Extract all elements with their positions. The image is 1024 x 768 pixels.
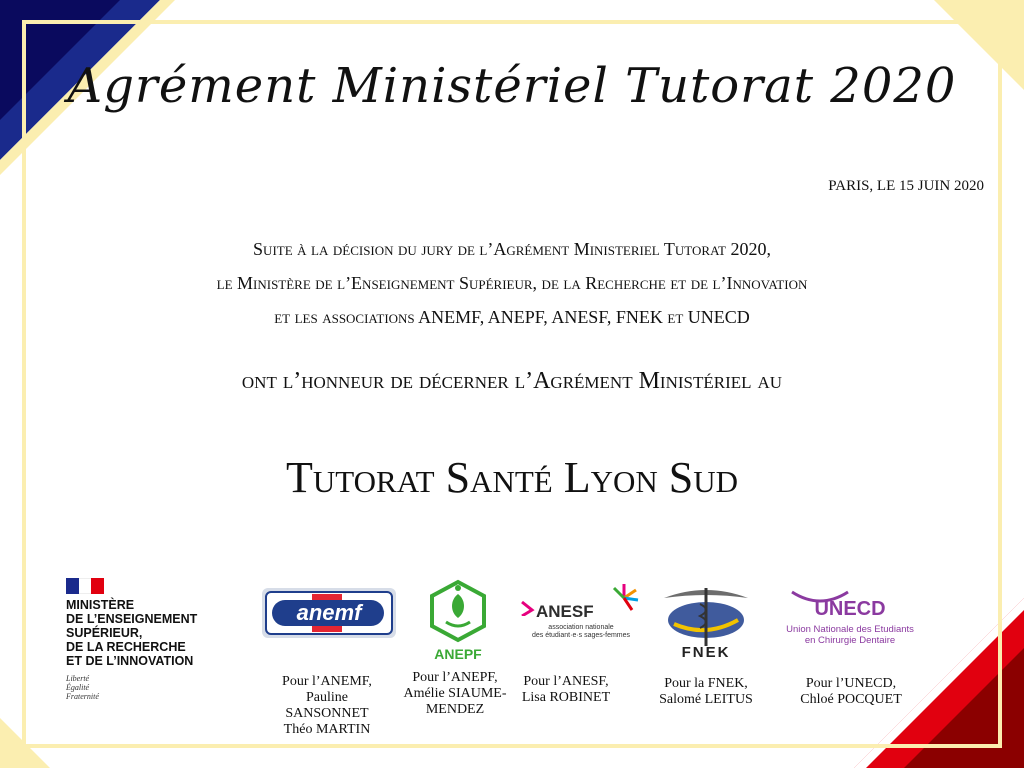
- decision-text: [0, 232, 1024, 334]
- signatory-anesf: Pour l’ANESF, Lisa ROBINET: [521, 674, 611, 705]
- french-flag-icon: [66, 578, 104, 594]
- decision-line: Suite à la décision du jury de l’Agrément Ministeriel Tutorat 2020,: [253, 239, 771, 259]
- anemf-logo: [262, 588, 396, 638]
- ministry-name: MINISTÈRE DE L’ENSEIGNEMENT SUPÉRIEUR, DE LA RECHERCHE ET DE L’INNOVATION: [66, 598, 198, 668]
- issue-date: PARIS, LE 15 JUIN 2020: [828, 178, 984, 194]
- ministry-logo: [66, 578, 246, 701]
- unecd-logo: [780, 590, 920, 650]
- signatory-fnek: Pour la FNEK, Salomé LEITUS: [659, 676, 753, 707]
- unecd-logo-text: UNECD: [814, 598, 886, 620]
- unecd-logo-subtitle: Union Nationale des Etudiants en Chirurgie Dentaire: [786, 624, 914, 646]
- anesf-logo-subtitle: association nationale des étudiant·e·s sages-femmes: [531, 624, 631, 639]
- ministry-motto: Liberté Égalité Fraternité: [66, 674, 99, 701]
- anesf-logo-text: ANESF: [536, 602, 594, 621]
- anemf-logo-text: anemf: [296, 600, 362, 625]
- anepf-logo-text: ANEPF: [434, 646, 482, 662]
- signatory-anepf: Pour l’ANEPF, Amélie SIAUME- MENDEZ: [403, 670, 507, 717]
- caduceus-icon: [660, 580, 752, 648]
- decision-line: le Ministère de l’Enseignement Supérieur, de la Recherche et de l’Innovation: [216, 273, 808, 293]
- signatory-anemf: Pour l’ANEMF, Pauline SANSONNET Théo MARTIN: [282, 674, 372, 737]
- decision-line: et les associations ANEMF, ANEPF, ANESF, FNEK et UNECD: [274, 307, 750, 327]
- fnek-logo: [660, 580, 752, 664]
- certificate-title: Agrément Ministériel Tutorat 2020: [67, 58, 957, 114]
- award-statement: ont l’honneur de décerner l’Agrément Ministériel au: [241, 368, 783, 394]
- anepf-logo: [426, 578, 490, 664]
- anesf-logo: [518, 582, 640, 648]
- recipient-name: Tutorat Santé Lyon Sud: [286, 453, 738, 502]
- anepf-emblem-icon: [426, 578, 490, 648]
- fnek-logo-text: FNEK: [681, 644, 731, 661]
- signatory-unecd: Pour l’UNECD, Chloé POCQUET: [800, 676, 902, 707]
